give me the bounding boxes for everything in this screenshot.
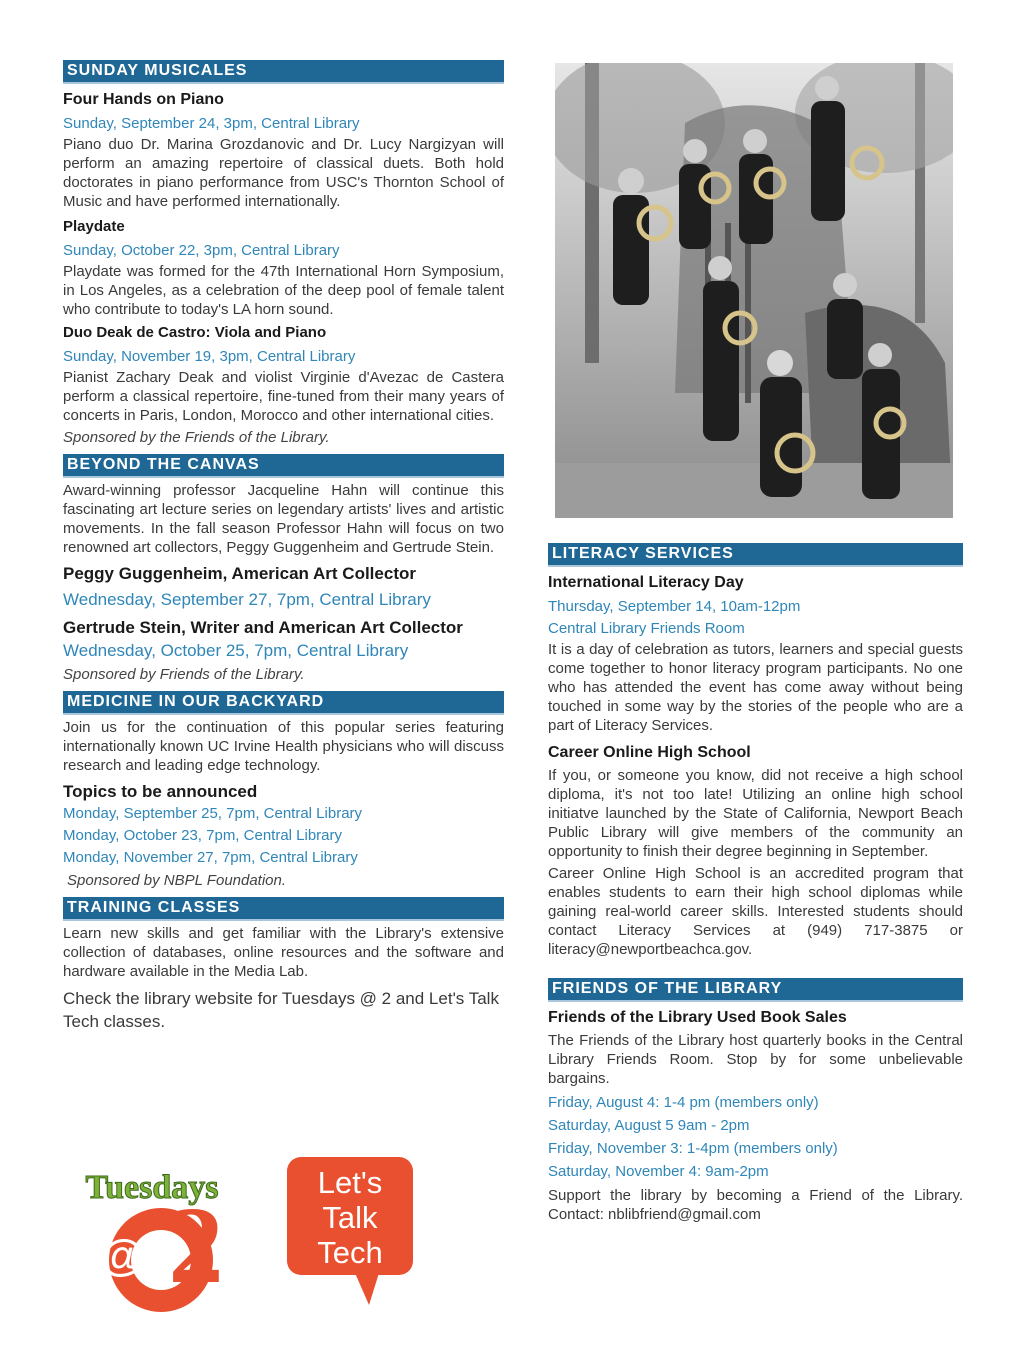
event-description: Pianist Zachary Deak and violist Virginie d'Avezac de Castera perform a classical repertoire, fine-tuned from their many years of concerts in Paris, London, Morocco and other international cities.	[63, 369, 504, 424]
closing-note: Support the library by becoming a Friend of the Library. Contact: nblibfriend@gmail.com	[548, 1187, 963, 1223]
event-date: Wednesday, October 25, 7pm, Central Library	[63, 641, 409, 660]
tuesdays-at-2-logo	[76, 1162, 246, 1312]
section-heading-friends: FRIENDS OF THE LIBRARY	[548, 978, 963, 1002]
photo-illustration	[555, 63, 953, 518]
event-date: Friday, November 3: 1-4pm (members only)	[548, 1140, 838, 1157]
event-description: Playdate was formed for the 47th International Horn Symposium, in Los Angeles, as a celebration of the deep pool of female talent who contribute to today's LA horn sound.	[63, 263, 504, 318]
right-column	[548, 543, 963, 1227]
event-title: Four Hands on Piano	[63, 91, 224, 108]
section-heading-sunday-musicales: SUNDAY MUSICALES	[63, 60, 504, 84]
event-date: Thursday, September 14, 10am-12pm	[548, 598, 801, 615]
event-title: Duo Deak de Castro: Viola and Piano	[63, 324, 327, 341]
event-title: Career Online High School	[548, 744, 751, 761]
lets-talk-tech-line3: Tech	[317, 1235, 383, 1270]
section-heading-literacy: LITERACY SERVICES	[548, 543, 963, 567]
lets-talk-tech-line2: Talk	[322, 1200, 378, 1235]
event-date: Friday, August 4: 1-4 pm (members only)	[548, 1094, 819, 1111]
topics-title: Topics to be announced	[63, 782, 258, 801]
event-title: International Literacy Day	[548, 574, 744, 591]
event-description: It is a day of celebration as tutors, learners and special guests come together to honor literacy program participants. No one who has attended the event has come away without being touched in some way by the stories of the people who are a part of Literacy Services.	[548, 641, 963, 734]
event-title: Gertrude Stein, Writer and American Art Collector	[63, 618, 463, 637]
event-date: Wednesday, September 27, 7pm, Central Library	[63, 590, 431, 609]
section-intro: Award-winning professor Jacqueline Hahn will continue this fascinating art lecture series on legendary artists' lives and artistic movements. In the fall season Professor Hahn will focus on two renowned art collectors, Peggy Guggenheim and Gertrude Stein.	[63, 482, 504, 556]
section-heading-beyond-canvas: BEYOND THE CANVAS	[63, 454, 504, 478]
training-note: Check the library website for Tuesdays @ 2 and Let's Talk Tech classes.	[63, 989, 499, 1031]
lets-talk-tech-line1: Let's	[317, 1165, 383, 1200]
event-description: Piano duo Dr. Marina Grozdanovic and Dr. Lucy Nargizyan will perform an amazing repertoire of classical duets. Both hold doctorates in piano performance from USC's Thornton School of Music and have performed internationally.	[63, 136, 504, 210]
event-date: Monday, November 27, 7pm, Central Library	[63, 849, 358, 866]
event-date: Saturday, November 4: 9am-2pm	[548, 1163, 769, 1180]
event-description: Career Online High School is an accredited program that enables students to earn their high school diplomas while gaining real-world career skills. Interested students should contact Literacy Services at (949) 717-3875 or literacy@newportbeachca.gov.	[548, 865, 963, 958]
event-title: Peggy Guggenheim, American Art Collector	[63, 564, 416, 583]
left-column	[63, 60, 504, 1036]
event-date: Sunday, September 24, 3pm, Central Library	[63, 115, 360, 132]
event-description: The Friends of the Library host quarterly books in the Central Library Friends Room. Stop by for some unbelievable bargains.	[548, 1032, 963, 1087]
event-location: Central Library Friends Room	[548, 620, 745, 637]
tuesdays-logo-at: @	[100, 1231, 144, 1280]
section-intro: Learn new skills and get familiar with the Library's extensive collection of databases, online resources and the software and hardware available in the Media Lab.	[63, 925, 504, 980]
tuesdays-logo-graphic	[76, 1162, 246, 1312]
event-date: Saturday, August 5 9am - 2pm	[548, 1117, 750, 1134]
event-date: Sunday, October 22, 3pm, Central Library	[63, 242, 340, 259]
lets-talk-tech-logo	[285, 1155, 415, 1307]
event-date: Sunday, November 19, 3pm, Central Library	[63, 348, 356, 365]
event-date: Monday, October 23, 7pm, Central Library	[63, 827, 343, 844]
lets-talk-tech-graphic	[285, 1155, 415, 1307]
event-date: Monday, September 25, 7pm, Central Library	[63, 805, 363, 822]
section-heading-medicine: MEDICINE IN OUR BACKYARD	[63, 691, 504, 715]
horn-ensemble-photo	[555, 63, 953, 518]
section-intro: Join us for the continuation of this popular series featuring internationally known UC Irvine Health physicians who will discuss research and leading edge technology.	[63, 719, 504, 774]
event-title: Friends of the Library Used Book Sales	[548, 1009, 847, 1026]
sponsor-note: Sponsored by the Friends of the Library.	[63, 429, 330, 446]
tuesdays-logo-word: Tuesdays	[85, 1169, 219, 1206]
event-title: Playdate	[63, 218, 125, 235]
sponsor-note: Sponsored by Friends of the Library.	[63, 666, 305, 683]
tuesdays-logo-number: 2	[168, 1184, 224, 1306]
section-heading-training: TRAINING CLASSES	[63, 897, 504, 921]
sponsor-note: Sponsored by NBPL Foundation.	[67, 872, 287, 889]
event-description: If you, or someone you know, did not receive a high school diploma, it's not too late! Utilizing an online high school initiatve launched by the State of California, Newport Beach Public Library will give members of the community an opportunity to finish their degree beginning in September.	[548, 767, 963, 860]
